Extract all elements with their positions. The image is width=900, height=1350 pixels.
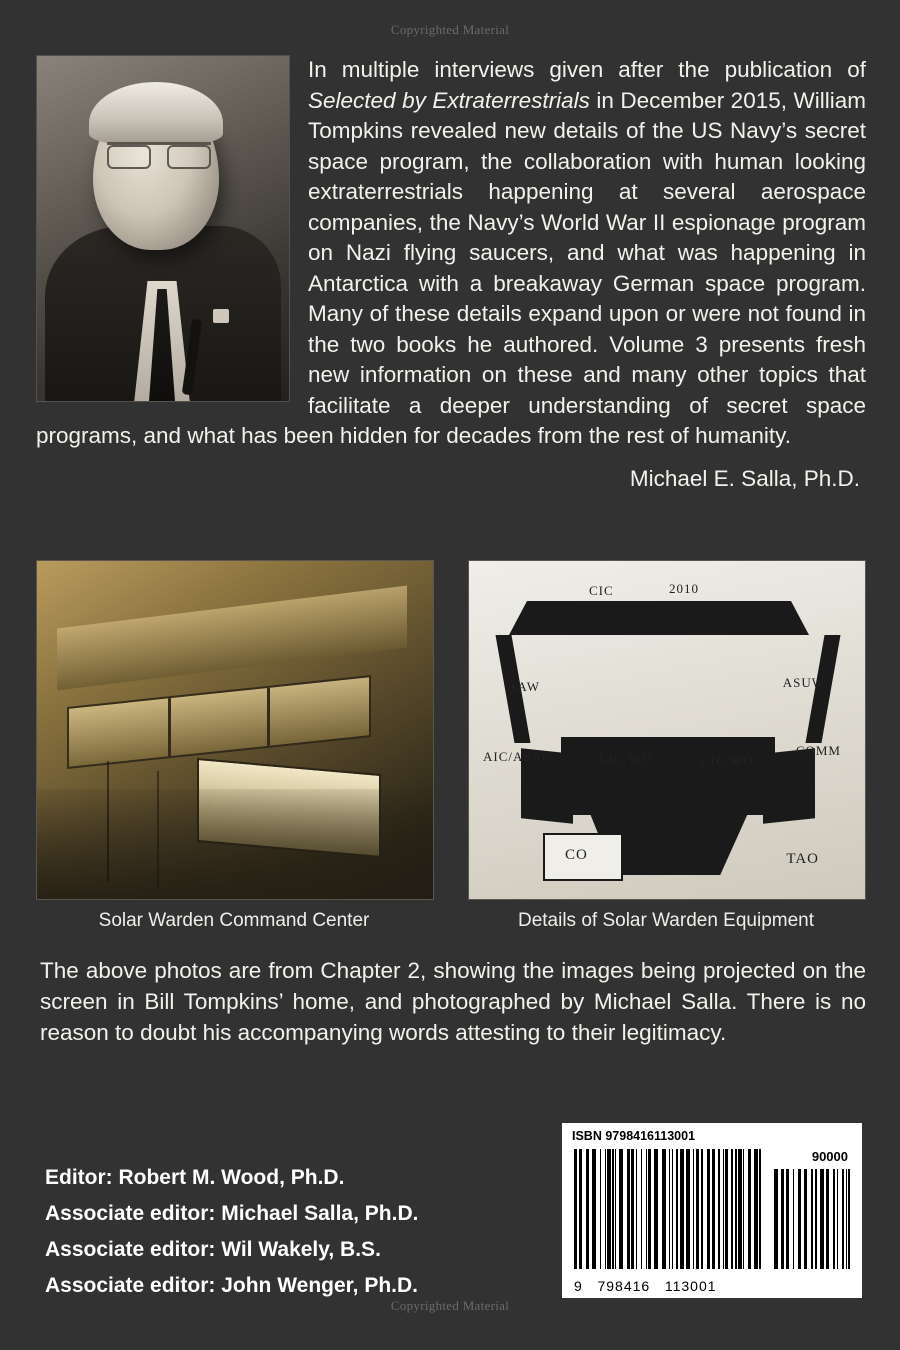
blurb-byline: Michael E. Salla, Ph.D.	[629, 465, 860, 491]
sketch-label-cicwo-2: CIC/WO	[701, 753, 754, 768]
editor-credits	[45, 1160, 565, 1304]
barcode-bars-side	[774, 1169, 852, 1269]
blurb-part-2: in December 2015, William Tompkins revealed new details of the US Navy’s secret space program, the collaboration with human looking extraterrestrials happening at several aerospace companies, the Navy’s World War II espionage program on Nazi flying saucers, and what was happening in Antarctica with a breakaway German space program. Many of these details expand upon or were not found in the two books he authored. Volume 3 presents fresh new information on these and many other topics that facilitate a deeper understanding of secret space programs, and what has been hidden for decades from the rest of humanity.	[36, 87, 866, 448]
watermark-bottom: Copyrighted Material	[390, 1298, 510, 1313]
solar-warden-equipment-sketch	[468, 560, 866, 900]
watermark-top: Copyrighted Material	[390, 22, 510, 37]
sketch-label-asuw: ASUW	[782, 675, 825, 690]
editor-line-1: Editor: Robert M. Wood, Ph.D.	[45, 1166, 345, 1189]
author-portrait-illustration	[37, 56, 289, 401]
solar-warden-command-center-photo	[36, 560, 434, 900]
sketch-label-aaw: AAW	[507, 679, 541, 694]
sketch-label-comm: COMM	[795, 743, 841, 758]
figure-row	[36, 560, 864, 932]
sketch-label-cic: CIC	[589, 583, 614, 598]
sketch-label-aic-asac: AIC/ASAC	[483, 749, 552, 764]
isbn-digit-mid: 798416	[597, 1278, 651, 1294]
blurb-part-1: In multiple interviews given after the publication of	[308, 57, 866, 82]
figure-right	[468, 560, 864, 932]
price-code-label: 90000	[811, 1149, 848, 1164]
editor-line-3: Associate editor: Wil Wakely, B.S.	[45, 1238, 381, 1261]
isbn-digit-right: 113001	[664, 1278, 717, 1294]
sketch-label-2010: 2010	[669, 581, 699, 596]
isbn-digits	[574, 1278, 717, 1294]
figure-left	[36, 560, 432, 932]
isbn-barcode	[562, 1123, 862, 1298]
figure-left-caption: Solar Warden Command Center	[98, 910, 370, 931]
top-block	[36, 55, 866, 492]
figure-right-caption: Details of Solar Warden Equipment	[517, 910, 815, 931]
isbn-label: ISBN 9798416113001	[572, 1129, 696, 1143]
editor-line-2: Associate editor: Michael Salla, Ph.D.	[45, 1202, 419, 1225]
isbn-digit-left: 9	[574, 1278, 583, 1294]
barcode-bars-main	[574, 1149, 764, 1269]
sketch-label-tao: TAO	[786, 851, 819, 867]
sketch-label-cicwo-1: CIC/WO	[599, 751, 652, 766]
editor-line-4: Associate editor: John Wenger, Ph.D.	[45, 1274, 419, 1297]
sketch-label-co: CO	[565, 847, 588, 863]
author-photo	[36, 55, 290, 402]
photo-credit-paragraph: The above photos are from Chapter 2, showing the images being projected on the screen in Bill Tompkins’ home, and photographed by Michael Salla. There is no reason to doubt his accompanying words attesting to their legitimacy.	[40, 958, 866, 1045]
blurb-book-title: Selected by Extraterrestrials	[308, 87, 590, 113]
